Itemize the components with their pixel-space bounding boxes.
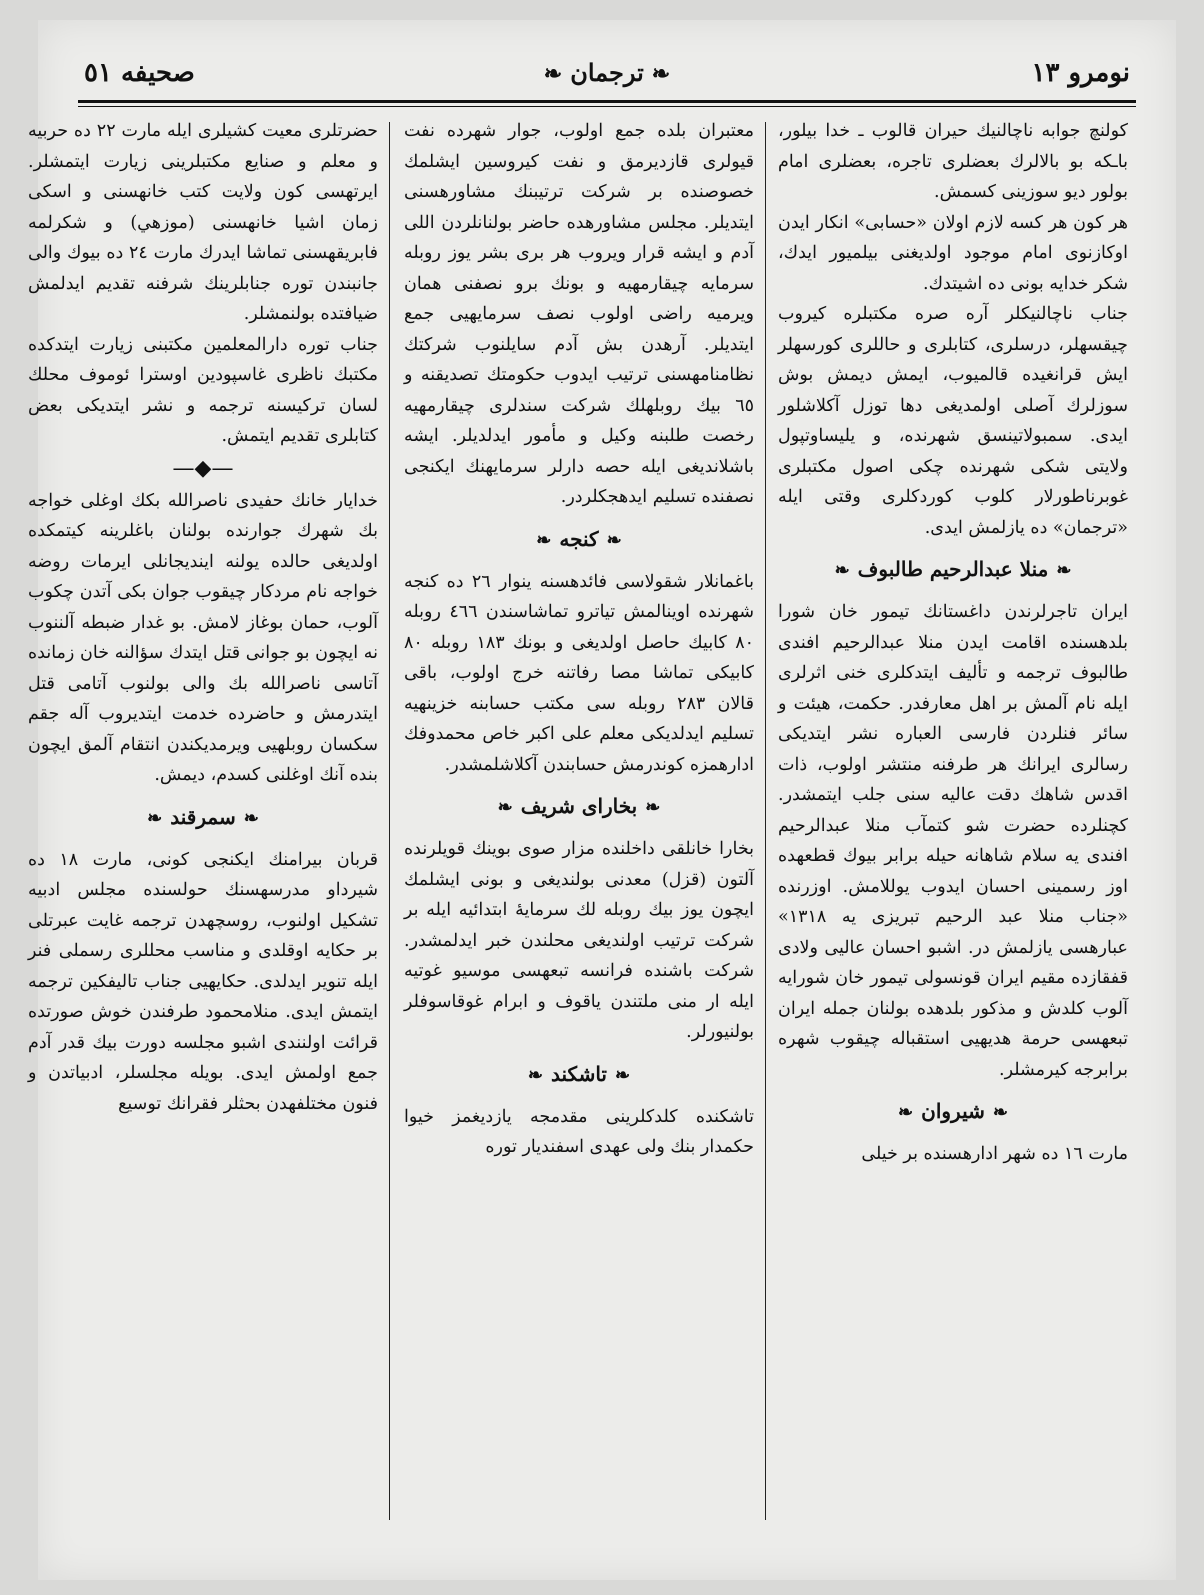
article-paragraph: حضرتلرى معيت كشيلرى ايله مارت ٢٢ ده حربيه و معلم و صنايع مكتبلرينى زيارت ايتمشلر. ايرتهسى كون ولايت كتب خانهسنى و اسكى زمان اشيا خانهسنى (موزهي) و شكرلمه فابريقهسنى تماشا ايدرك مارت ٢٤ ده بيوك والى جانبندن توره جنابلرينك شرفنه تقديم ايدلمش ضيافتده بولنمشلر. <box>28 121 378 324</box>
ornament-icon: ❧ <box>651 61 671 87</box>
ornament-icon: ❧ <box>615 1064 631 1086</box>
left-column <box>28 116 378 1560</box>
title-text: ترجمان <box>570 58 644 87</box>
article-paragraph: جناب توره دارالمعلمين مكتبنى زيارت ايتدكده مكتبك ناظرى غاسپودين اوسترا ئوموف محلك لسان تركيسنه ترجمه و نشر ايتديكى بعض كتابلرى تقديم ايتمش. <box>28 334 378 446</box>
section-heading: ❧سمرقند❧ <box>147 804 259 829</box>
article-paragraph: خدايار خانك حفيدى ناصرالله بكك اوغلى خواجه بك شهرك جوارنده بولنان باغلرينه كيتمكده اولديغى حالده يولنه اينديجانلى ايرمات روضه خواجه نام مردكار چيقوب جوان بكى آتدن چكوب آلوب، حمان بوغاز لامش. بو غدار ضبطه آلننوب نه ايچون بو جوانى قتل ايتدك سؤالنه خان زمانده آتاسى ناصرالله بك والى بولنوب آتامى قتل ايتدرمش و حاضرده خدمت ايتديروب آله جقم سكسان روبلهيى ويرمديكندن انتقام آلمق ايچون بنده آنك اوغلنى كسدم، ديمش. <box>28 490 378 785</box>
section-heading: ❧تاشكند❧ <box>527 1061 631 1086</box>
section-heading: ❧منلا عبدالرحيم طالبوف❧ <box>834 557 1072 581</box>
article-paragraph: كولنچ جوابه ناچالنيك حيران قالوب ـ خدا بيلور، باـكه بو بالالرك بعضلرى تاجره، بعضلرى امام بولور ديو سوزينى كسمش. <box>778 121 1128 202</box>
page-number: صحيفه ٥١ <box>84 58 195 88</box>
right-column <box>778 116 1128 1560</box>
ornament-icon: ❧ <box>543 61 563 87</box>
newspaper-page <box>28 20 1176 1580</box>
ornament-icon: ❧ <box>992 1102 1008 1123</box>
header-rule <box>78 100 1136 103</box>
ornament-icon: ❧ <box>834 560 850 581</box>
column-divider <box>389 122 390 1520</box>
article-paragraph: باغمانلار شقولاسى فائدهسنه ينوار ٢٦ ده كنجه شهرنده اوينالمش تياترو تماشاسندن ٤٦٦ روبله ٨٠ كابيك حاصل اولديغى و بونك ١٨٣ روبله ٨٠ كابيكى تماشا مصا رفاتنه خرج اولوب، باقى قالان ٢٨٣ روبله سى مكتب حسابنه خزينهيه تسليم ايدلديكى معلم على اكبر خاص محمدوفك ادارهمزه كوندرمش حسابندن آكلاشلمشدر. <box>404 571 754 775</box>
separator-ornament: —◆— <box>172 455 234 481</box>
ornament-icon: ❧ <box>536 529 552 551</box>
ornament-icon: ❧ <box>898 1102 914 1123</box>
article-paragraph: هر كون هر كسه لازم اولان «حسابى» انكار ايدن اوكازنوى امام موجود اولديغنى بيلميور ايدك، شكر خدايه بونى ده اشيتدك. <box>778 212 1128 294</box>
ornament-icon: ❧ <box>1056 560 1072 581</box>
columns <box>28 116 1136 1560</box>
article-paragraph: مارت ١٦ ده شهر ادارهسنده بر خيلى <box>861 1144 1128 1164</box>
article-paragraph: ايران تاجرلرندن داغستانك تيمور خان شورا بلدهسنده اقامت ايدن منلا عبدالرحيم افندى طالبوف ترجمه و تأليف ايتدكلرى خنى اثرلرى ايله نام آلمش بر اهل معارفدر. حكمت، هيئت و سائر فنلردن فارسى العباره نشر ايتديكى رسالرى ايرانك هر طرفنه منتشر اولوب، ذات اقدس شاهك دقت عاليه سنى جلب ايتمشدر. كچنلرده حضرت شو كتمآب منلا عبدالرحيم افندى يه سلام شاهانه حيله برابر بيوك قطعهده اوز رسمينى احسان ايدوب يوللامش. اوزرنده «جناب منلا عبد الرحيم تبريزى يه ١٣١٨» عبارهسى يازلمش در. اشبو احسان عاليى ولادى قفقازده مقيم ايران قونسولى تيمور خان شورايه آلوب كلدش و مذكور بلدهده بولنان جمله ايران تبعهسى حرمة هديهيى استقباله چيقوب شهره برابرجه كيرمشلر. <box>778 602 1128 1080</box>
ornament-icon: ❧ <box>606 529 622 551</box>
section-heading: ❧كنجه❧ <box>536 526 622 551</box>
ornament-icon: ❧ <box>147 807 163 829</box>
article-paragraph: بخارا خانلقى داخلنده مزار صوى بوينك قويلرنده آلتون (قزل) معدنى بولنديغى و بونى ايشلمك ايچون يوز بيك روبله لك سرمايهٔ ابتدائيه ايله بر شركت ترتيب اولنديغى محلندن خبر ايدلمشدر. شركت باشنده فرانسه تبعهسى موسيو غوتيه ايله ار منى ملتندن ياقوف و ابرام غوقاسوفلر بولنيورلر. <box>404 839 754 1042</box>
article-paragraph: جناب ناچالنيكلر آره صره مكتبلره كيروب چيقسهلر، درسلرى، كتابلرى و حاللرى كورسهلر ايش قرانغيده قالميوب، ايمش ديمش بوش سوزلرك آصلى اولمديغى دها توزل آكلاشلور ايدى. سمبولاتينسق شهرنده، و يليساوتپول ولايتى شكى شهرنده چكى اصول مكتبلرى غوبرناطورلار كلوب كوردكلرى وقتى ايله «ترجمان» ده يازلمش ايدى. <box>778 304 1128 538</box>
ornament-icon: ❧ <box>527 1064 543 1086</box>
ornament-icon: ❧ <box>497 797 513 818</box>
section-heading: ❧بخاراى شريف❧ <box>497 794 661 818</box>
column-divider <box>765 122 766 1520</box>
article-paragraph: تاشكنده كلدكلرينى مقدمجه يازديغمز خيوا حكمدار بنك ولى عهدى اسفنديار توره <box>404 1106 754 1157</box>
article-paragraph: قربان بيرامنك ايكنجى كونى، مارت ١٨ ده شيرداو مدرسهسنك حولسنده مجلس ادبيه تشكيل اولنوب، روسچهدن ترجمه غايت عبرتلى بر حكايه اوقلدى و مناسب محللرى رسملى فنر ايله تنوير ايدلدى. حكايهيى جناب تاليفكين ترجمه ايتمش ايدى. منلامحمود طرفندن خوش صورتده قرائت اولنندى اشبو مجلسه دورت بيك قدر آدم جمع اولمش ايدى. بويله مجلسلر، ادبياتدن و فنون مختلفهدن بحثلر فقرانك توسيع <box>28 849 378 1114</box>
newspaper-title <box>536 58 678 87</box>
ornament-icon: ❧ <box>645 797 661 818</box>
article-paragraph: معتبران بلده جمع اولوب، جوار شهرده نفت قيولرى قازديرمق و نفت كيروسين ايشلمك خصوصنده بر شركت ترتيبنك مشاورهسنى ايتديلر. مجلس مشاورهده حاضر بولنانلردن اللى آدم و ايشه قرار ويروب هر برى بشر يوز روبله سرمايه چيقارمهيه و بونك برو نصفنى همان ويرميه راضى اولوب نصف سرمايهيى جمع ايتديلر. آرهدن بش آدم سايلنوب شركتك نظامنامهسنى ترتيب ايدوب حكومتك تصديقنه و ٦٥ بيك روبلهلك شركت سندلرى چيقارمهيه رخصت طلبنه وكيل و مأمور ايدلديلر. ايشه باشلانديغى ايله حصه دارلر سرمايهنك ايكنجى نصفنده تسليم ايدهجكلردر. <box>404 121 754 507</box>
ornament-icon: ❧ <box>243 807 259 829</box>
middle-column <box>404 116 754 1560</box>
section-heading: ❧شيروان❧ <box>898 1099 1008 1123</box>
issue-number: نومرو ١٣ <box>1031 58 1130 88</box>
header-rule-thin <box>78 106 1136 107</box>
